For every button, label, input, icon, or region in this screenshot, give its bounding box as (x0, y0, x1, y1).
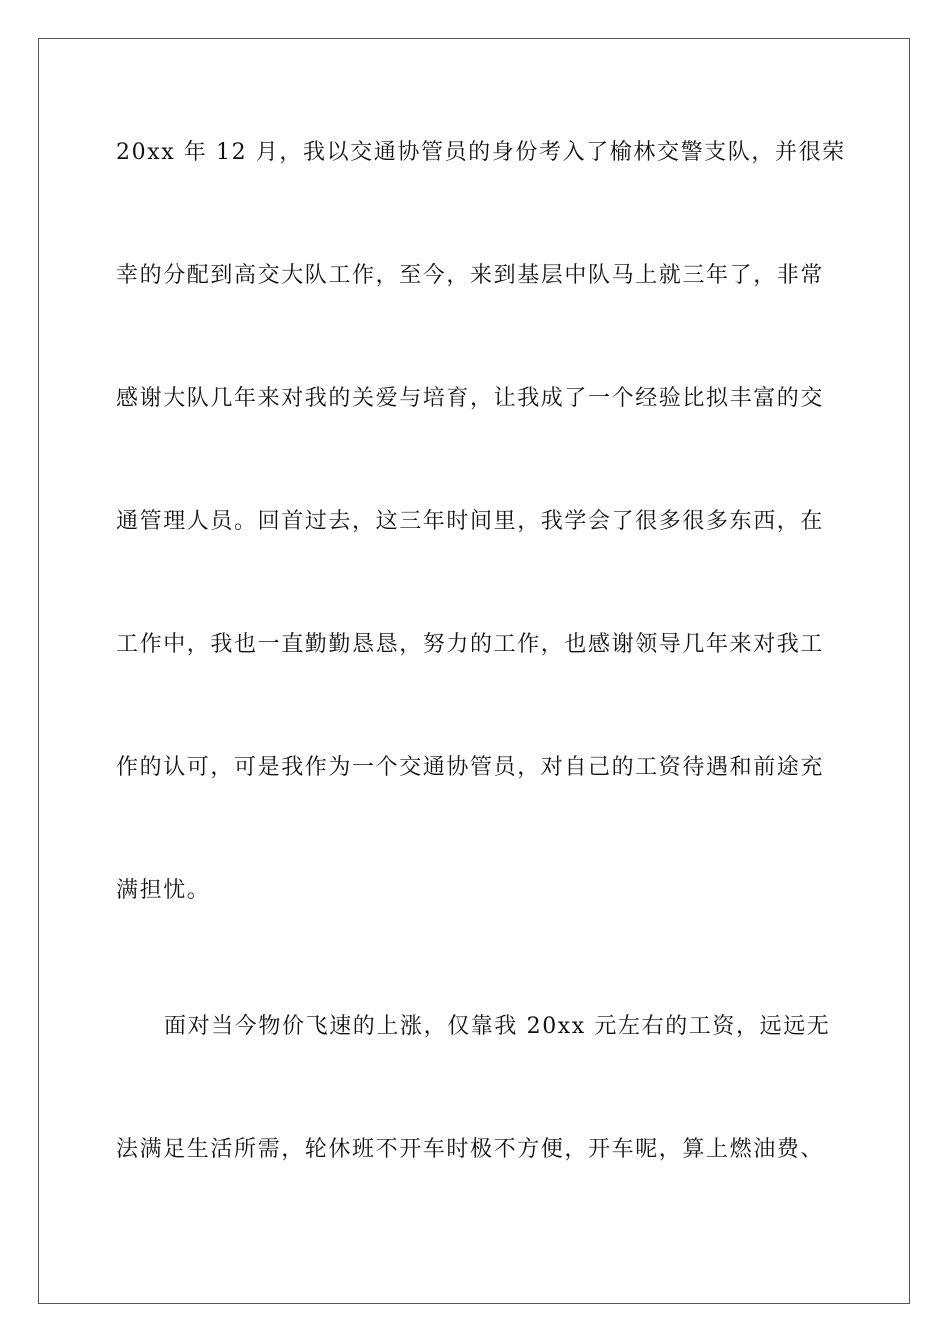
paragraph-1-line-7: 满担忧。 (116, 878, 211, 903)
paragraph-1-line-2: 幸的分配到高交大队工作，至今，来到基层中队马上就三年了，非常 (116, 263, 825, 288)
paragraph-2-line-1: 面对当今物价飞速的上涨，仅靠我 20xx 元左右的工资，远远无 (164, 1014, 831, 1039)
paragraph-1-line-5: 工作中，我也一直勤勤恳恳，努力的工作，也感谢领导几年来对我工 (116, 632, 825, 657)
paragraph-1-line-4: 通管理人员。回首过去，这三年时间里，我学会了很多很多东西，在 (116, 509, 825, 534)
paragraph-2-line-2: 法满足生活所需，轮休班不开车时极不方便，开车呢，算上燃油费、 (116, 1137, 825, 1162)
paragraph-1-line-6: 作的认可，可是我作为一个交通协管员，对自己的工资待遇和前途充 (116, 755, 825, 780)
paragraph-1-line-3: 感谢大队几年来对我的关爱与培育，让我成了一个经验比拟丰富的交 (116, 386, 825, 411)
page-border (38, 38, 910, 1304)
paragraph-1-line-1: 20xx 年 12 月，我以交通协管员的身份考入了榆林交警支队，并很荣 (116, 140, 846, 165)
